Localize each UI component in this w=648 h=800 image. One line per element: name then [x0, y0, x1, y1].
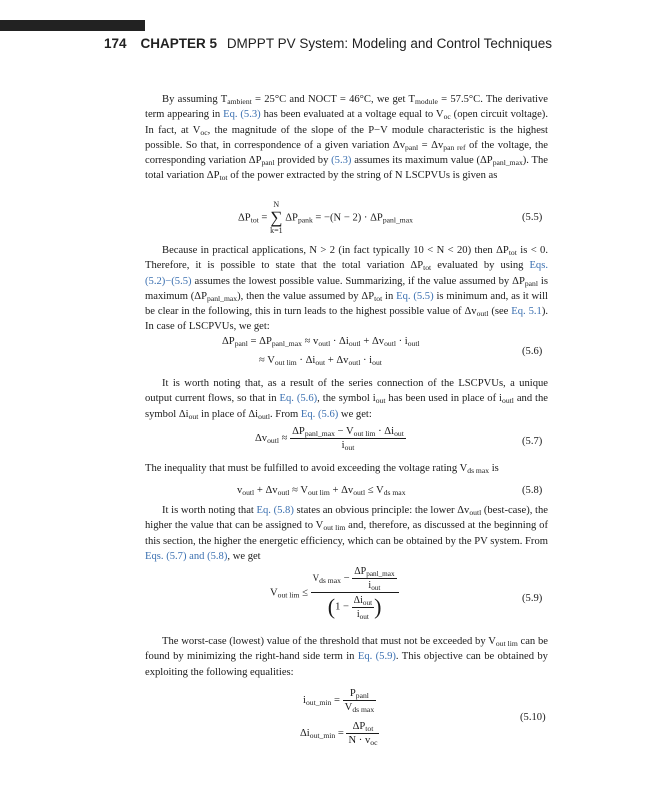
eq-number-5-6: (5.6)	[522, 346, 543, 357]
equation-5-10-row-2: $\Delta i_{out\_min}$ = $\frac{\Delta P_{tot}}{N \cdot v_{oc}}$	[300, 721, 378, 747]
equation-5-6-row-1: $\Delta P_{panl} = \Delta P_{panl\_max} \approx v_{outl} \cdot \Delta i_{outl} + \Delta v_{outl} \cdot i_{outl}$	[222, 336, 420, 348]
page-number: 174	[104, 36, 127, 51]
chapter-label: CHAPTER 5	[140, 36, 218, 51]
eq-link-5-9[interactable]: Eq. (5.9)	[357, 651, 396, 663]
equation-5-9: $V_{out lim}$ ≤ $V_{ds max}$ − $\frac{\Delta P_{panl\_max}}{i_{out}}$ (1 − $\frac{\Delta i_{out}}{i_{out}}$ )	[270, 566, 399, 620]
eq-link-5-7-5-8[interactable]: Eqs. (5.7) and (5.8)	[145, 550, 228, 562]
equation-5-6-row-2: ≈ $V_{out lim} \cdot \Delta i_{out} + \Delta v_{outl} \cdot i_{out}$	[259, 355, 382, 367]
eq-link-5-2-5-5[interactable]: Eqs. (5.2)−(5.5)	[145, 260, 548, 287]
eq-link-5-3b[interactable]: (5.3)	[331, 155, 352, 167]
eq-link-5-8[interactable]: Eq. (5.8)	[256, 505, 294, 516]
header-rule	[0, 20, 145, 31]
paragraph-6: The worst-case (lowest) value of the threshold that must not be exceeded by $V_{out lim}$ can be found by minimizing the right-hand side term in Eq. (5.9). This objective can be obtained by exploiting the following equalities:	[145, 636, 548, 678]
eq-link-5-6b[interactable]: Eq. (5.6)	[300, 408, 339, 420]
eq-number-5-7: (5.7)	[522, 436, 543, 447]
paragraph-3: It is worth noting that, as a result of the series connection of the LSCPVUs, a unique output current flows, so that in Eq. (5.6), the symbol $i_{out}$ has been used in place of $i_{outl}$ and the symbol $\Delta i_{out}$ in place of $\Delta i_{outl}$. From Eq. (5.6) we get:	[145, 378, 549, 421]
eq-link-5-1[interactable]: Eq. 5.1	[511, 306, 542, 318]
equation-5-7: $\Delta v_{outl}$ ≈ $\frac{\Delta P_{panl\_max} - V_{out lim} \cdot \Delta i_{out}}{i_{out}}$	[255, 426, 404, 452]
eq-link-5-3[interactable]: Eq. (5.3)	[223, 109, 261, 121]
paragraph-1: By assuming $T_{ambient} = 25^\circ C$ and NOCT = 46°C, we get $T_{module} = 57.5^\circ C$. The derivative term appearing in Eq. (5.3) has been evaluated at a voltage equal to $V_{oc}$ (open circuit voltage). In fact, at $V_{oc}$, the magnitude of the slope of the P−V module characteristic is the highest possible. So that, in correspondence of a given variation $\Delta v_{panl} = \Delta v_{pan ref}$ of the voltage, the corresponding variation $\Delta P_{panl}$ provided by (5.3) assumes its maximum value $(\Delta P_{panl\_max})$. The total variation $\Delta P_{tot}$ of the power extracted by the string of N LSCPVUs is given as	[145, 94, 548, 183]
chapter-title: DMPPT PV System: Modeling and Control Techniques	[226, 36, 552, 51]
eq-link-5-5[interactable]: Eq. (5.5)	[396, 290, 434, 302]
paragraph-4: The inequality that must be fulfilled to avoid exceeding the voltage rating $V_{ds max}$ is	[145, 463, 499, 475]
eq-number-5-8: (5.8)	[522, 485, 543, 496]
paragraph-5: It is worth noting that Eq. (5.8) states an obvious principle: the lower $\Delta v_{outl}$ (best-case), the higher the value that can be assigned to $V_{out lim}$ and, therefore, as discussed at the beginning of this section, the higher the energetic efficiency, which can be obtained by the PV system. From Eqs. (5.7) and (5.8), we get	[145, 505, 548, 562]
equation-5-5: $\Delta P_{tot}$ = N ∑ k=1 $\Delta P_{pank} = -(N - 2) \cdot \Delta P_{panl\_max}$	[238, 200, 413, 235]
equation-5-10-row-1: $i_{out\_min}$ = $\frac{P_{panl}}{V_{ds max}}$	[303, 688, 375, 714]
eq-number-5-10: (5.10)	[520, 712, 546, 723]
eq-number-5-5: (5.5)	[522, 212, 543, 223]
eq-number-5-9: (5.9)	[522, 593, 543, 604]
paragraph-2: Because in practical applications, N > 2 (in fact typically 10 < N < 20) then $\Delta P_{tot}$ is < 0. Therefore, it is possible to state that the total variation $\Delta P_{tot}$ evaluated by using Eqs. (5.2)−(5.5) assumes the lowest possible value. Summarizing, if the value assumed by $\Delta P_{panl}$ is maximum $(\Delta P_{panl\_max})$, then the value assumed by $\Delta P_{tot}$ in Eq. (5.5) is minimum and, as it will be clear in the following, this in turn leads to the highest possible value of $\Delta v_{outl}$ (see Eq. 5.1). In case of LSCPVUs, we get:	[145, 245, 549, 333]
equation-5-8: $v_{outl} + \Delta v_{outl} \approx V_{out lim} + \Delta v_{outl} \le V_{ds max}$	[237, 485, 406, 497]
running-header	[104, 36, 552, 51]
eq-link-5-6[interactable]: Eq. (5.6)	[279, 393, 318, 405]
